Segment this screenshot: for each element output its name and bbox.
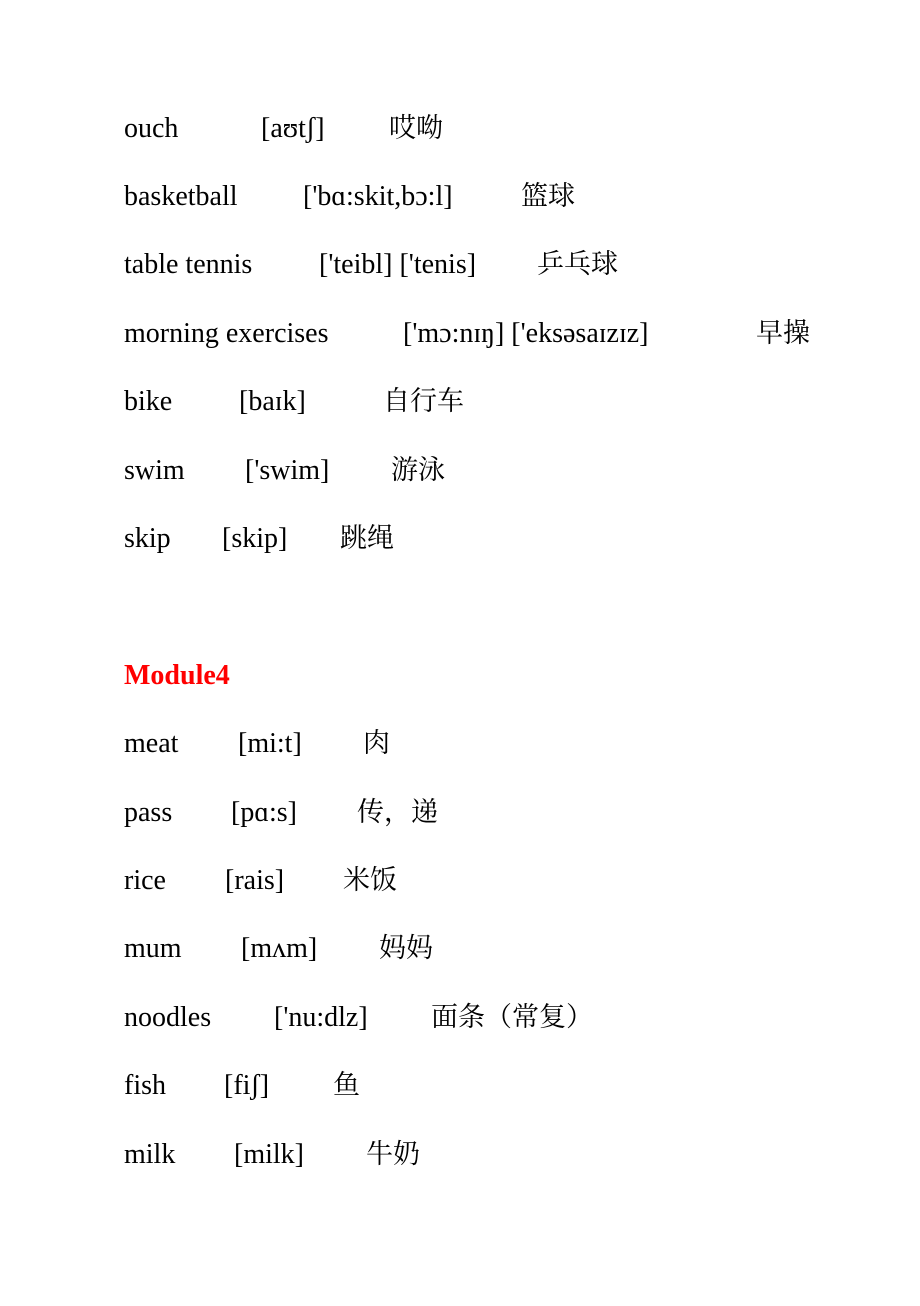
word-phonetic: [aʊtʃ] <box>261 113 325 144</box>
word-english: swim <box>124 455 185 486</box>
word-english: fish <box>124 1070 166 1101</box>
word-phonetic: ['teibl] ['tenis] <box>319 249 477 280</box>
word-phonetic: [fiʃ] <box>224 1070 270 1101</box>
word-chinese: 篮球 <box>521 181 575 212</box>
word-english: bike <box>124 386 173 417</box>
word-chinese: 传，递 <box>357 797 438 828</box>
word-english: ouch <box>124 113 179 144</box>
word-english: morning exercises <box>124 318 329 349</box>
word-english: basketball <box>124 181 238 212</box>
word-phonetic: ['mɔ:nɪŋ] ['eksəsaɪzɪz] <box>403 318 649 349</box>
word-english: skip <box>124 523 171 554</box>
word-chinese: 面条（常复） <box>431 1002 593 1033</box>
word-phonetic: ['nu:dlz] <box>274 1002 368 1033</box>
word-english: mum <box>124 933 182 964</box>
word-phonetic: [pɑ:s] <box>231 797 297 828</box>
section-heading-module4: Module4 <box>124 660 230 691</box>
word-chinese: 早操 <box>756 318 810 349</box>
word-english: milk <box>124 1139 176 1170</box>
word-phonetic: [rais] <box>225 865 285 896</box>
word-chinese: 鱼 <box>333 1070 360 1101</box>
word-phonetic: [mʌm] <box>241 933 318 964</box>
word-phonetic: ['swim] <box>245 455 330 486</box>
word-chinese: 肉 <box>363 728 390 759</box>
word-chinese: 跳绳 <box>340 523 394 554</box>
word-chinese: 游泳 <box>391 455 445 486</box>
word-chinese: 妈妈 <box>379 933 433 964</box>
word-chinese: 牛奶 <box>366 1139 420 1170</box>
word-english: table tennis <box>124 249 253 280</box>
word-phonetic: ['bɑ:skit,bɔ:l] <box>303 181 453 212</box>
word-phonetic: [skip] <box>222 523 288 554</box>
word-english: noodles <box>124 1002 212 1033</box>
word-phonetic: [mi:t] <box>238 728 302 759</box>
word-chinese: 乒乓球 <box>537 249 618 280</box>
word-english: meat <box>124 728 179 759</box>
word-phonetic: [baɪk] <box>239 386 306 417</box>
word-phonetic: [milk] <box>234 1139 304 1170</box>
word-english: pass <box>124 797 173 828</box>
word-chinese: 哎呦 <box>389 113 443 144</box>
word-english: rice <box>124 865 166 896</box>
word-chinese: 米饭 <box>343 865 397 896</box>
word-chinese: 自行车 <box>383 386 464 417</box>
